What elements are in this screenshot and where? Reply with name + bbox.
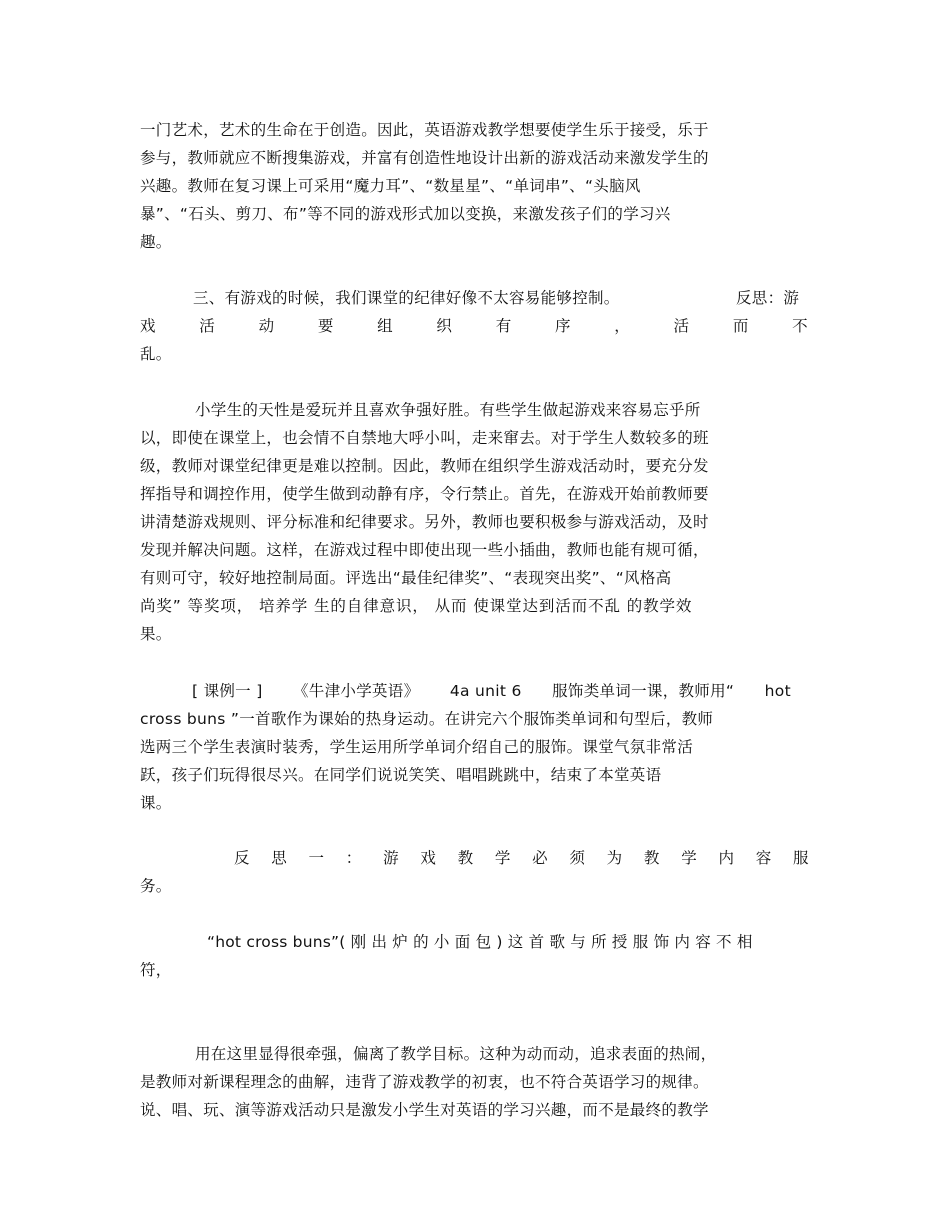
justified-token: ， (614, 317, 631, 335)
justified-token: 活 (673, 317, 690, 335)
paragraph-line: 是教师对新课程理念的曲解，违背了游戏教学的初衷，也不符合英语学习的规律。 (140, 1073, 709, 1091)
justified-token: 反 (234, 849, 250, 867)
paragraph-line: 挥指导和调控作用，使学生做到动静有序，令行禁止。首先，在游戏开始前教师要 (140, 485, 709, 503)
justified-token: 不 (792, 317, 808, 335)
justified-token: 为 (606, 849, 623, 867)
reflection-heading (234, 848, 809, 868)
justified-token: 思 (271, 849, 288, 867)
justified-token: 服 (792, 849, 809, 867)
paragraph-line: 课。 (140, 794, 172, 812)
justified-token: 须 (569, 849, 586, 867)
section-heading: 三、有游戏的时候，我们课堂的纪律好像不太容易能够控制。 (193, 289, 620, 307)
justified-token: 戏 (140, 317, 156, 335)
justified-line (140, 316, 808, 336)
justified-token: 教 (643, 849, 660, 867)
section-heading-tail: 反思：游 (736, 289, 800, 307)
justified-token: ： (345, 849, 362, 867)
justified-token: 序 (554, 317, 571, 335)
justified-token: [ 课例一 ] (192, 682, 263, 700)
justified-token: 服饰类单词一课，教师用“ (552, 682, 735, 700)
paragraph-line: 一门艺术，艺术的生命在于创造。因此，英语游戏教学想要使学生乐于接受，乐于 (140, 121, 709, 139)
paragraph-line: 级，教师对课堂纪律更是难以控制。因此，教师在组织学生游戏活动时，要充分发 (140, 457, 709, 475)
paragraph-line: 小学生的天性是爱玩并且喜欢争强好胜。有些学生做起游戏来容易忘乎所 (195, 401, 701, 419)
justified-token: 有 (495, 317, 512, 335)
justified-token: 要 (317, 317, 334, 335)
paragraph-line: 以，即使在课堂上，也会情不自禁地大呼小叫，走来窜去。对于学生人数较多的班 (140, 429, 709, 447)
justified-token: 《牛津小学英语》 (293, 682, 420, 700)
justified-token: 游 (383, 849, 399, 867)
paragraph-line: 符， (140, 961, 172, 979)
justified-token: 动 (258, 317, 275, 335)
paragraph-line: 务。 (140, 877, 172, 895)
justified-token: hot (764, 682, 791, 700)
justified-token: 而 (732, 317, 749, 335)
justified-token: 内 (718, 849, 735, 867)
paragraph-line: 乱。 (140, 345, 172, 363)
paragraph-line: 有则可守，较好地控制局面。评选出“最佳纪律奖”、“表现突出奖”、“风格高 (140, 569, 672, 587)
justified-token: 一 (308, 849, 325, 867)
justified-token: 戏 (420, 849, 437, 867)
justified-token: 容 (755, 849, 772, 867)
paragraph-line: 趣。 (140, 233, 172, 251)
paragraph-line: 兴趣。教师在复习课上可采用“魔力耳”、“数星星”、“单词串”、“头脑风 (140, 177, 641, 195)
paragraph-line: cross buns ”一首歌作为课始的热身运动。在讲完六个服饰类单词和句型后，教师 (140, 710, 714, 728)
paragraph-line: 尚奖” 等奖项， 培养学 生的自律意识， 从而 使课堂达到活而不乱 的教学效 (140, 597, 693, 615)
paragraph-line: 说、唱、玩、演等游戏活动只是激发小学生对英语的学习兴趣，而不是最终的教学 (140, 1101, 709, 1119)
justified-token: 教 (457, 849, 474, 867)
paragraph-line: “hot cross buns”( 刚 出 炉 的 小 面 包 ) 这 首 歌 与 所 授 服 饰 内 容 不 相 (207, 933, 753, 951)
example-heading (192, 681, 791, 701)
justified-token: 组 (377, 317, 393, 335)
paragraph-line: 选两三个学生表演时装秀，学生运用所学单词介绍自己的服饰。课堂气氛非常活 (140, 738, 694, 756)
paragraph-line: 参与，教师就应不断搜集游戏，并富有创造性地设计出新的游戏活动来激发学生的 (140, 149, 709, 167)
paragraph-line: 发现并解决问题。这样，在游戏过程中即使出现一些小插曲，教师也能有规可循， (140, 541, 709, 559)
paragraph-line: 暴”、“石头、剪刀、布”等不同的游戏形式加以变换，来激发孩子们的学习兴 (140, 205, 671, 223)
paragraph-line: 讲清楚游戏规则、评分标准和纪律要求。另外，教师也要积极参与游戏活动，及时 (140, 513, 709, 531)
paragraph-line: 跃，孩子们玩得很尽兴。在同学们说说笑笑、唱唱跳跳中，结束了本堂英语 (140, 766, 662, 784)
justified-token: 4a unit 6 (449, 682, 522, 700)
justified-token: 学 (494, 849, 511, 867)
justified-token: 必 (532, 849, 548, 867)
justified-token: 织 (436, 317, 453, 335)
justified-token: 活 (199, 317, 216, 335)
paragraph-line: 果。 (140, 625, 172, 643)
justified-token: 学 (681, 849, 697, 867)
paragraph-line: 用在这里显得很牵强，偏离了教学目标。这种为动而动，追求表面的热闹， (195, 1045, 717, 1063)
